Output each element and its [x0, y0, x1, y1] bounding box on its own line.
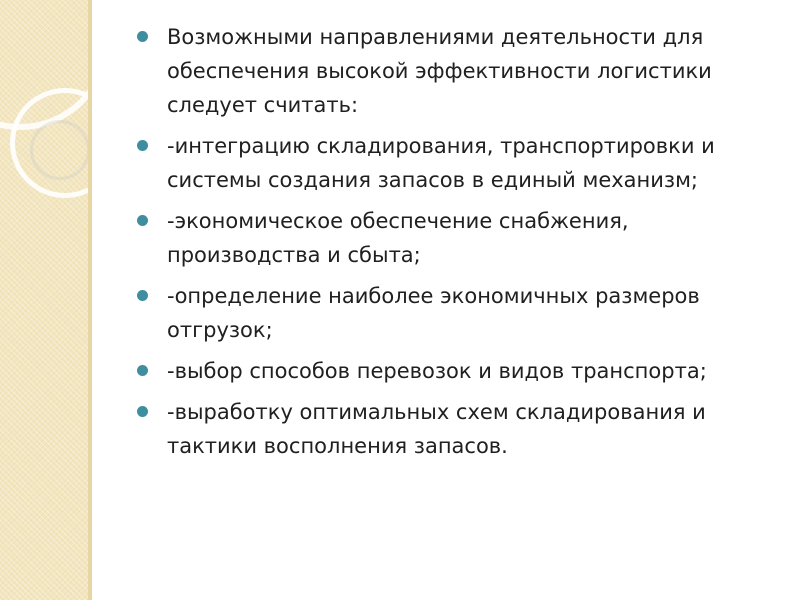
decorative-side-strip: [0, 0, 88, 600]
bullet-item-intro: [134, 20, 784, 122]
side-strip-edge: [88, 0, 92, 600]
bullet-text: -выработку оптимальных схем складирования и тактики восполнения запасов.: [167, 400, 706, 458]
bullet-item-economic-support: [134, 204, 784, 272]
slide-content: [134, 20, 784, 470]
bullet-dot-icon: [137, 31, 148, 42]
bullet-dot-icon: [137, 215, 148, 226]
bullet-text: Возможными направлениями деятельности для обеспечения высокой эффективности логистики следует считать:: [167, 25, 712, 117]
bullet-text: -определение наиболее экономичных размеров отгрузок;: [167, 284, 700, 342]
bullet-text: -интеграцию складирования, транспортировки и системы создания запасов в единый механизм;: [167, 134, 715, 192]
bullet-dot-icon: [137, 406, 148, 417]
bullet-item-transport-choice: [134, 354, 784, 388]
bullet-item-warehousing-schemes: [134, 395, 784, 463]
bullet-dot-icon: [137, 290, 148, 301]
bullet-dot-icon: [137, 365, 148, 376]
bullet-dot-icon: [137, 140, 148, 151]
bullet-item-integration: [134, 129, 784, 197]
bullet-item-shipment-sizes: [134, 279, 784, 347]
bullet-list: [134, 20, 784, 463]
decorative-ring-small: [30, 120, 90, 180]
bullet-text: -выбор способов перевозок и видов транспорта;: [167, 359, 707, 383]
bullet-text: -экономическое обеспечение снабжения, производства и сбыта;: [167, 209, 629, 267]
